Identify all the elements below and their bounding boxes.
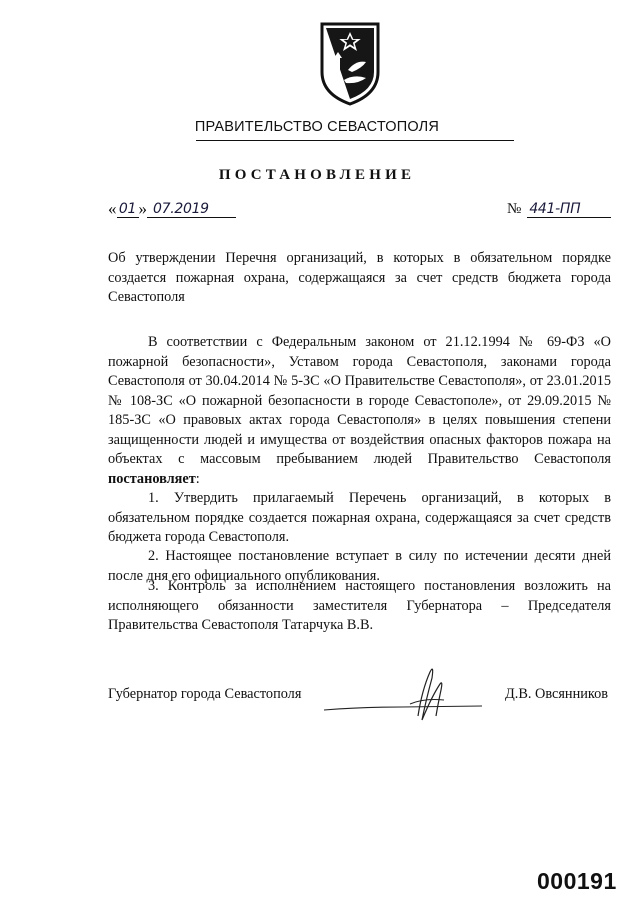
- list-item: 2. Настоящее постановление вступает в силу по истечении десяти дней после дня его официального опубликования.: [108, 548, 611, 584]
- preamble-bold-verb: постановляет: [108, 470, 196, 487]
- serial-number: 000191: [537, 868, 617, 894]
- document-date: [108, 200, 236, 218]
- preamble: [108, 333, 611, 489]
- list-item: 3. Контроль за исполнением настоящего постановления возложить на исполняющего обязанности заместителя Губернатора – Председателя Правительства Севастополя Татарчука В.В.: [108, 578, 611, 633]
- list-item: 1. Утвердить прилагаемый Перечень организаций, в которых в обязательном порядке создается пожарная охрана, содержащаяся за счет средств бюджета города Севастополя.: [108, 490, 611, 545]
- date-open-quote: «: [108, 199, 117, 218]
- document-type: ПОСТАНОВЛЕНИЕ: [218, 167, 416, 183]
- date-month-year: 07.2019: [147, 201, 236, 218]
- signatory-title: Губернатор города Севастополя: [108, 686, 302, 702]
- title-underline: [196, 140, 514, 141]
- date-day: 01: [117, 201, 139, 218]
- preamble-text: В соответствии с Федеральным законом от 21.12.1994 № 69-ФЗ «О пожарной безопасности», Уставом города Севастополя, законами города Севастополя от 30.04.2014 № 5-ЗС «О Правительстве Севастополя», от 23.01.2015 № 108-ЗС «О пожарной безопасности в городе Севастополе», от 29.09.2015 № 185-ЗС «О правовых актах города Севастополя» в целях повышения степени защищенности людей и имущества от воздействия опасных факторов пожара на объектах с массовым пребыванием людей Правительство Севастополя: [108, 334, 611, 467]
- date-close-quote: »: [138, 199, 147, 218]
- document-subject: Об утверждении Перечня организаций, в которых в обязательном порядке создается пожарная охрана, содержащаяся за счет средств бюджета города Севастополя: [108, 250, 611, 305]
- number-value: 441-ПП: [527, 201, 611, 218]
- preamble-tail: :: [195, 470, 200, 487]
- handwritten-signature: [322, 660, 484, 730]
- document-number: [507, 200, 611, 218]
- number-sign: №: [507, 201, 522, 217]
- government-title: ПРАВИТЕЛЬСТВО СЕВАСТОПОЛЯ: [194, 119, 440, 135]
- sevastopol-coat-of-arms-icon: [318, 20, 382, 106]
- signatory-name: Д.В. Овсянников: [505, 686, 608, 702]
